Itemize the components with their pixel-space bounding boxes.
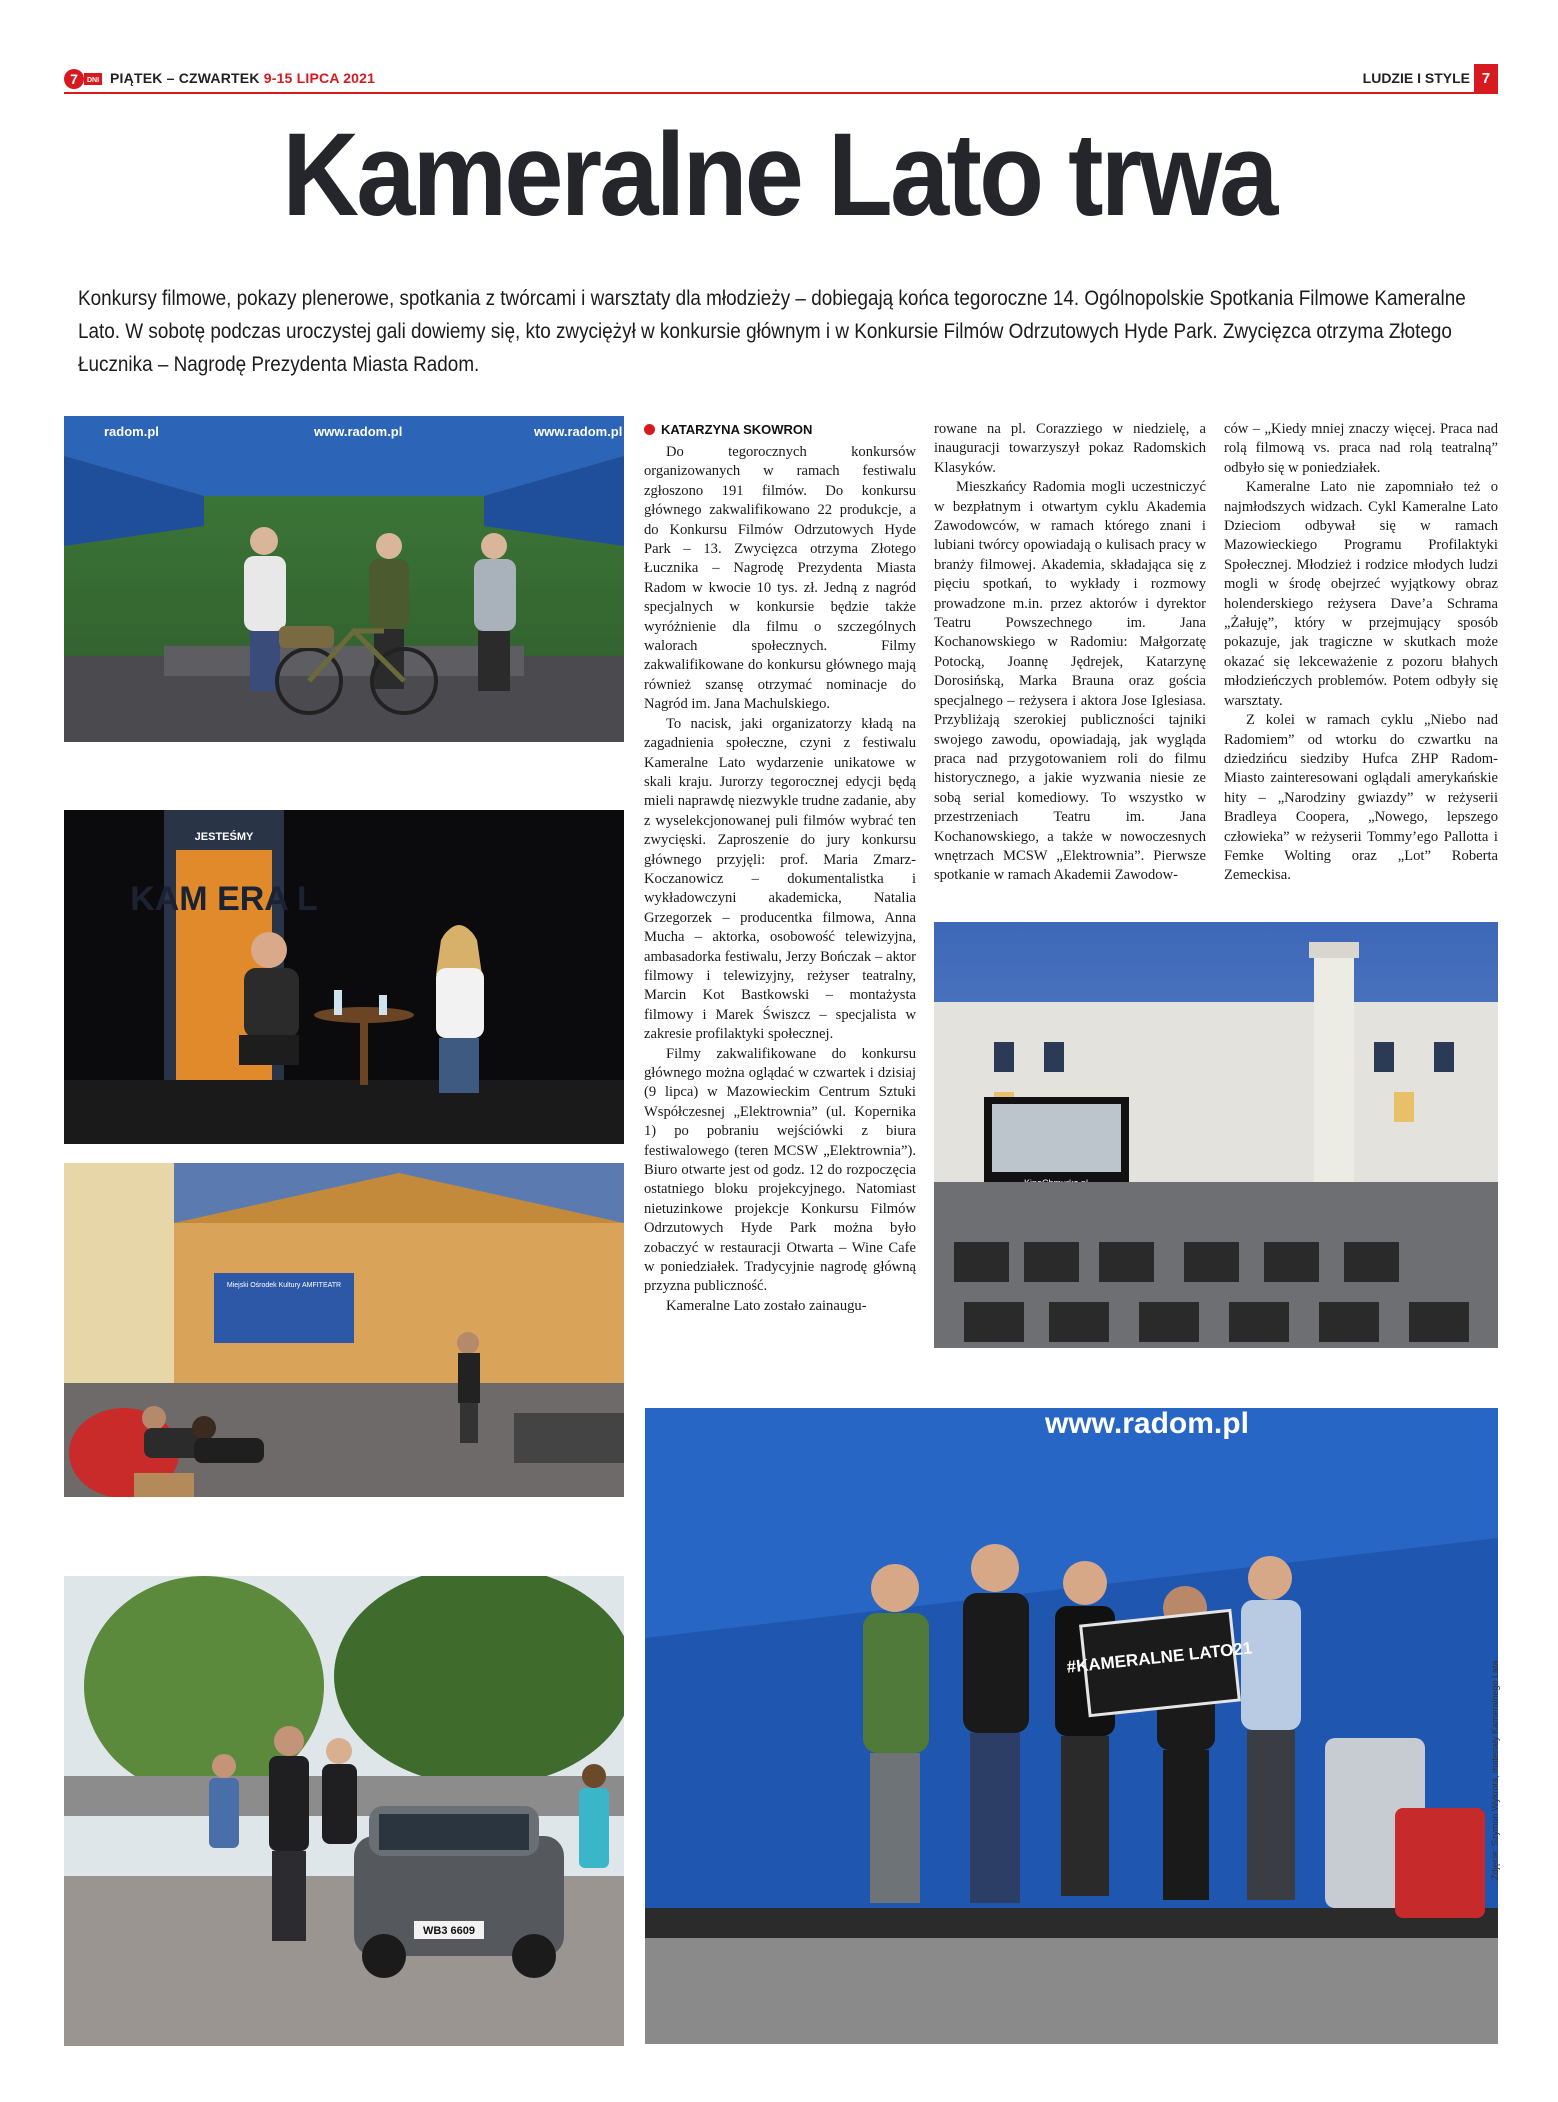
- byline-dot-icon: [644, 424, 655, 435]
- paragraph: Filmy zakwalifikowane do konkursu głównego można oglądać w czwartek i dzisiaj (9 lipca) w Mazowieckim Centrum Sztuki Współczesnej „Elektrownia” (ul. Kopernika 1) po pobraniu wejściówki z biura festiwalowego (teren MCSW „Elektrownia”). Biuro otwarte jest od godz. 12 do rozpoczęcia ostatniego bloku projekcyjnego. Natomiast nietuzinkowe projekcje Konkursu Filmów Odrzutowych Hyde Park można było zobaczyć w restauracji Otwarta – Wine Cafe w poniedziałek. Tradycyjnie nagrodę główną przyzna publiczność.: [644, 1045, 916, 1295]
- lead-paragraph: Konkursy filmowe, pokazy plenerowe, spotkania z twórcami i warsztaty dla młodzieży – dobiegają końca tegoroczne 14. Ogólnopolskie Spotkania Filmowe Kameralne Lato. W sobotę podczas uroczystej gali dowiemy się, kto zwyciężył w konkursie głównym i w Konkursie Filmów Odrzutowych Hyde Park. Zwycięzca otrzyma Złotego Łucznika – Nagrodę Prezydenta Miasta Radom.: [78, 287, 1466, 376]
- photo-credit: Zdjęcie: Szymon Wykrota, materiały Kameralnego Lata: [1490, 1660, 1500, 1880]
- header-rule: [64, 92, 1498, 94]
- article-column-3: [1224, 420, 1498, 886]
- paragraph: rowane na pl. Corazziego w niedzielę, a inauguracji towarzyszył pokaz Radomskich Klasyków.: [934, 421, 1206, 476]
- photo-courtyard-evening: [64, 1163, 624, 1497]
- clapper-text: #KAMERALNE LATO21: [1065, 1638, 1254, 1677]
- date-range: 9-15 LIPCA 2021: [263, 70, 376, 86]
- article-column-2: [934, 420, 1206, 886]
- banner-left-text: radom.pl: [104, 424, 159, 439]
- photo-clapperboard: [645, 1408, 1498, 2044]
- photo-stage-talk: [64, 810, 624, 1144]
- banner-right-text: www.radom.pl: [534, 424, 623, 439]
- paragraph: To nacisk, jaki organizatorzy kładą na zagadnienia społeczne, czyni z festiwalu Kameralne Lato wydarzenie unikatowe w skali kraju. Jurorzy tegorocznej edycji będą mieli naprawdę niezwykle trudne zadanie, aby z wyselekcjonowanej puli filmów wybrać ten zwycięski. Zaproszenie do jury konkursu głównego przyjęli: prof. Maria Zmarz-Koczanowicz – dokumentalistka i wykładowczyni akademicka, Natalia Grzegorzek – producentka filmowa, Anna Mucha – aktorka, osobowość telewizyjna, ambasadorka festiwalu, Jerzy Bończak – aktor filmowy i telewizyjny, reżyser teatralny, Marcin Kot Bastkowski – montażysta filmowy i Marek Świszcz – specjalista w zakresie profilaktyki społecznej.: [644, 715, 916, 1043]
- photo-open-air-cinema: [934, 922, 1498, 1348]
- paragraph: Kameralne Lato nie zapomniało też o najmłodszych widzach. Cykl Kameralne Lato Dzieciom odbywał się w ramach Mazowieckiego Programu Profilaktyki Społecznej. Młodzież i rodzice młodych ludzi mogli w środę obejrzeć wyjątkowy obraz holenderskiego reżysera Dave’a Schrama „Żałuję”, który w przejmujący sposób pokazuje, jak tragiczne w skutkach może okazać się lekceważenie z pozoru błahych młodzieńczych problemów. Potem odbyły się warsztaty.: [1224, 479, 1498, 709]
- issue-date: [110, 70, 375, 86]
- sign-top-text: JESTEŚMY: [194, 831, 254, 843]
- sign-letters-text: KAM ERA L: [130, 880, 318, 918]
- paragraph: Do tegorocznych konkursów organizowanych w ramach festiwalu zgłoszono 191 filmów. Do konkursu głównego zakwalifikowano 22 produkcje, a do Konkursu Filmów Odrzutowych Hyde Park – 13. Zwycięzca otrzyma Złotego Łucznika – Nagrodę Prezydenta Miasta Radom w kwocie 10 tys. zł. Jedną z nagród specjalnych w konkursie będzie także wyróżnienie dla filmu o szczególnych walorach społecznych. Filmy zakwalifikowane do konkursu głównego mają również szansę otrzymać nominacje do Nagród im. Jana Machulskiego.: [644, 444, 916, 713]
- plate-text: WB3 6609: [423, 1925, 475, 1937]
- byline: [644, 422, 916, 437]
- paragraph: Kameralne Lato zostało zainaugu-: [666, 1297, 867, 1314]
- tent-text: Miejski Ośrodek Kultury AMFITEATR: [226, 1282, 342, 1289]
- svg-text:DNI: DNI: [86, 77, 100, 84]
- author-name: KATARZYNA SKOWRON: [661, 422, 813, 437]
- date-prefix: PIĄTEK – CZWARTEK: [110, 70, 264, 86]
- banner-text: www.radom.pl: [1045, 1408, 1249, 1440]
- paragraph: ców – „Kiedy mniej znaczy więcej. Praca nad rolą filmową vs. praca nad rolą teatralną” odbyło się w poniedziałek.: [1224, 421, 1498, 476]
- photo-classic-cars: [64, 1576, 624, 2046]
- photo-stage-bicycle: [64, 416, 624, 742]
- headline: Kameralne Lato trwa: [282, 109, 1276, 241]
- banner-center-text: www.radom.pl: [314, 424, 403, 439]
- svg-text:7: 7: [70, 71, 78, 87]
- article-column-1: [644, 422, 916, 1316]
- paragraph: Z kolei w ramach cyklu „Niebo nad Radomiem” od wtorku do czwartku na dziedzińcu siedziby Hufca ZHP Radom-Miasto zainteresowani oglądali amerykańskie hity – „Narodziny gwiazdy” w reżyserii Bradleya Coopera, „Nowego, lepszego człowieka” w reżyserii Tommy’ego Pallotta i Femke Wolting oraz „Lot” Roberta Zemeckisa.: [1224, 712, 1498, 884]
- section-name: LUDZIE I STYLE: [1362, 70, 1470, 86]
- paragraph: Mieszkańcy Radomia mogli uczestniczyć w bezpłatnym i otwartym cyklu Akademia Zawodowców, w ramach którego znani i lubiani twórcy opowiadają o kulisach pracy w branży filmowej. Akademia, składająca się z pięciu spotkań, to wykłady i rozmowy prowadzone m.in. przez aktorów i dyrektor Teatru Powszechnego im. Jana Kochanowskiego w Radomiu: Małgorzatę Potocką, Joannę Jędrejek, Katarzynę Dorosińską, Marka Brauna oraz gościa specjalnego – reżysera i aktora Jose Iglesiasa. Przybliżają szerokiej publiczności tajniki swojego zawodu, opowiadają, jak wygląda praca nad przygotowaniem roli do filmu historycznego, a jakie wyzwania niesie ze sobą serial komediowy. To wszystko w przestrzeniach Teatru im. Jana Kochanowskiego, a także w nowoczesnych wnętrzach MCSW „Elektrownia”. Pierwsze spotkanie w ramach Akademii Zawodow-: [934, 479, 1206, 884]
- publication-logo: [64, 67, 106, 91]
- page-number: 7: [1474, 64, 1498, 92]
